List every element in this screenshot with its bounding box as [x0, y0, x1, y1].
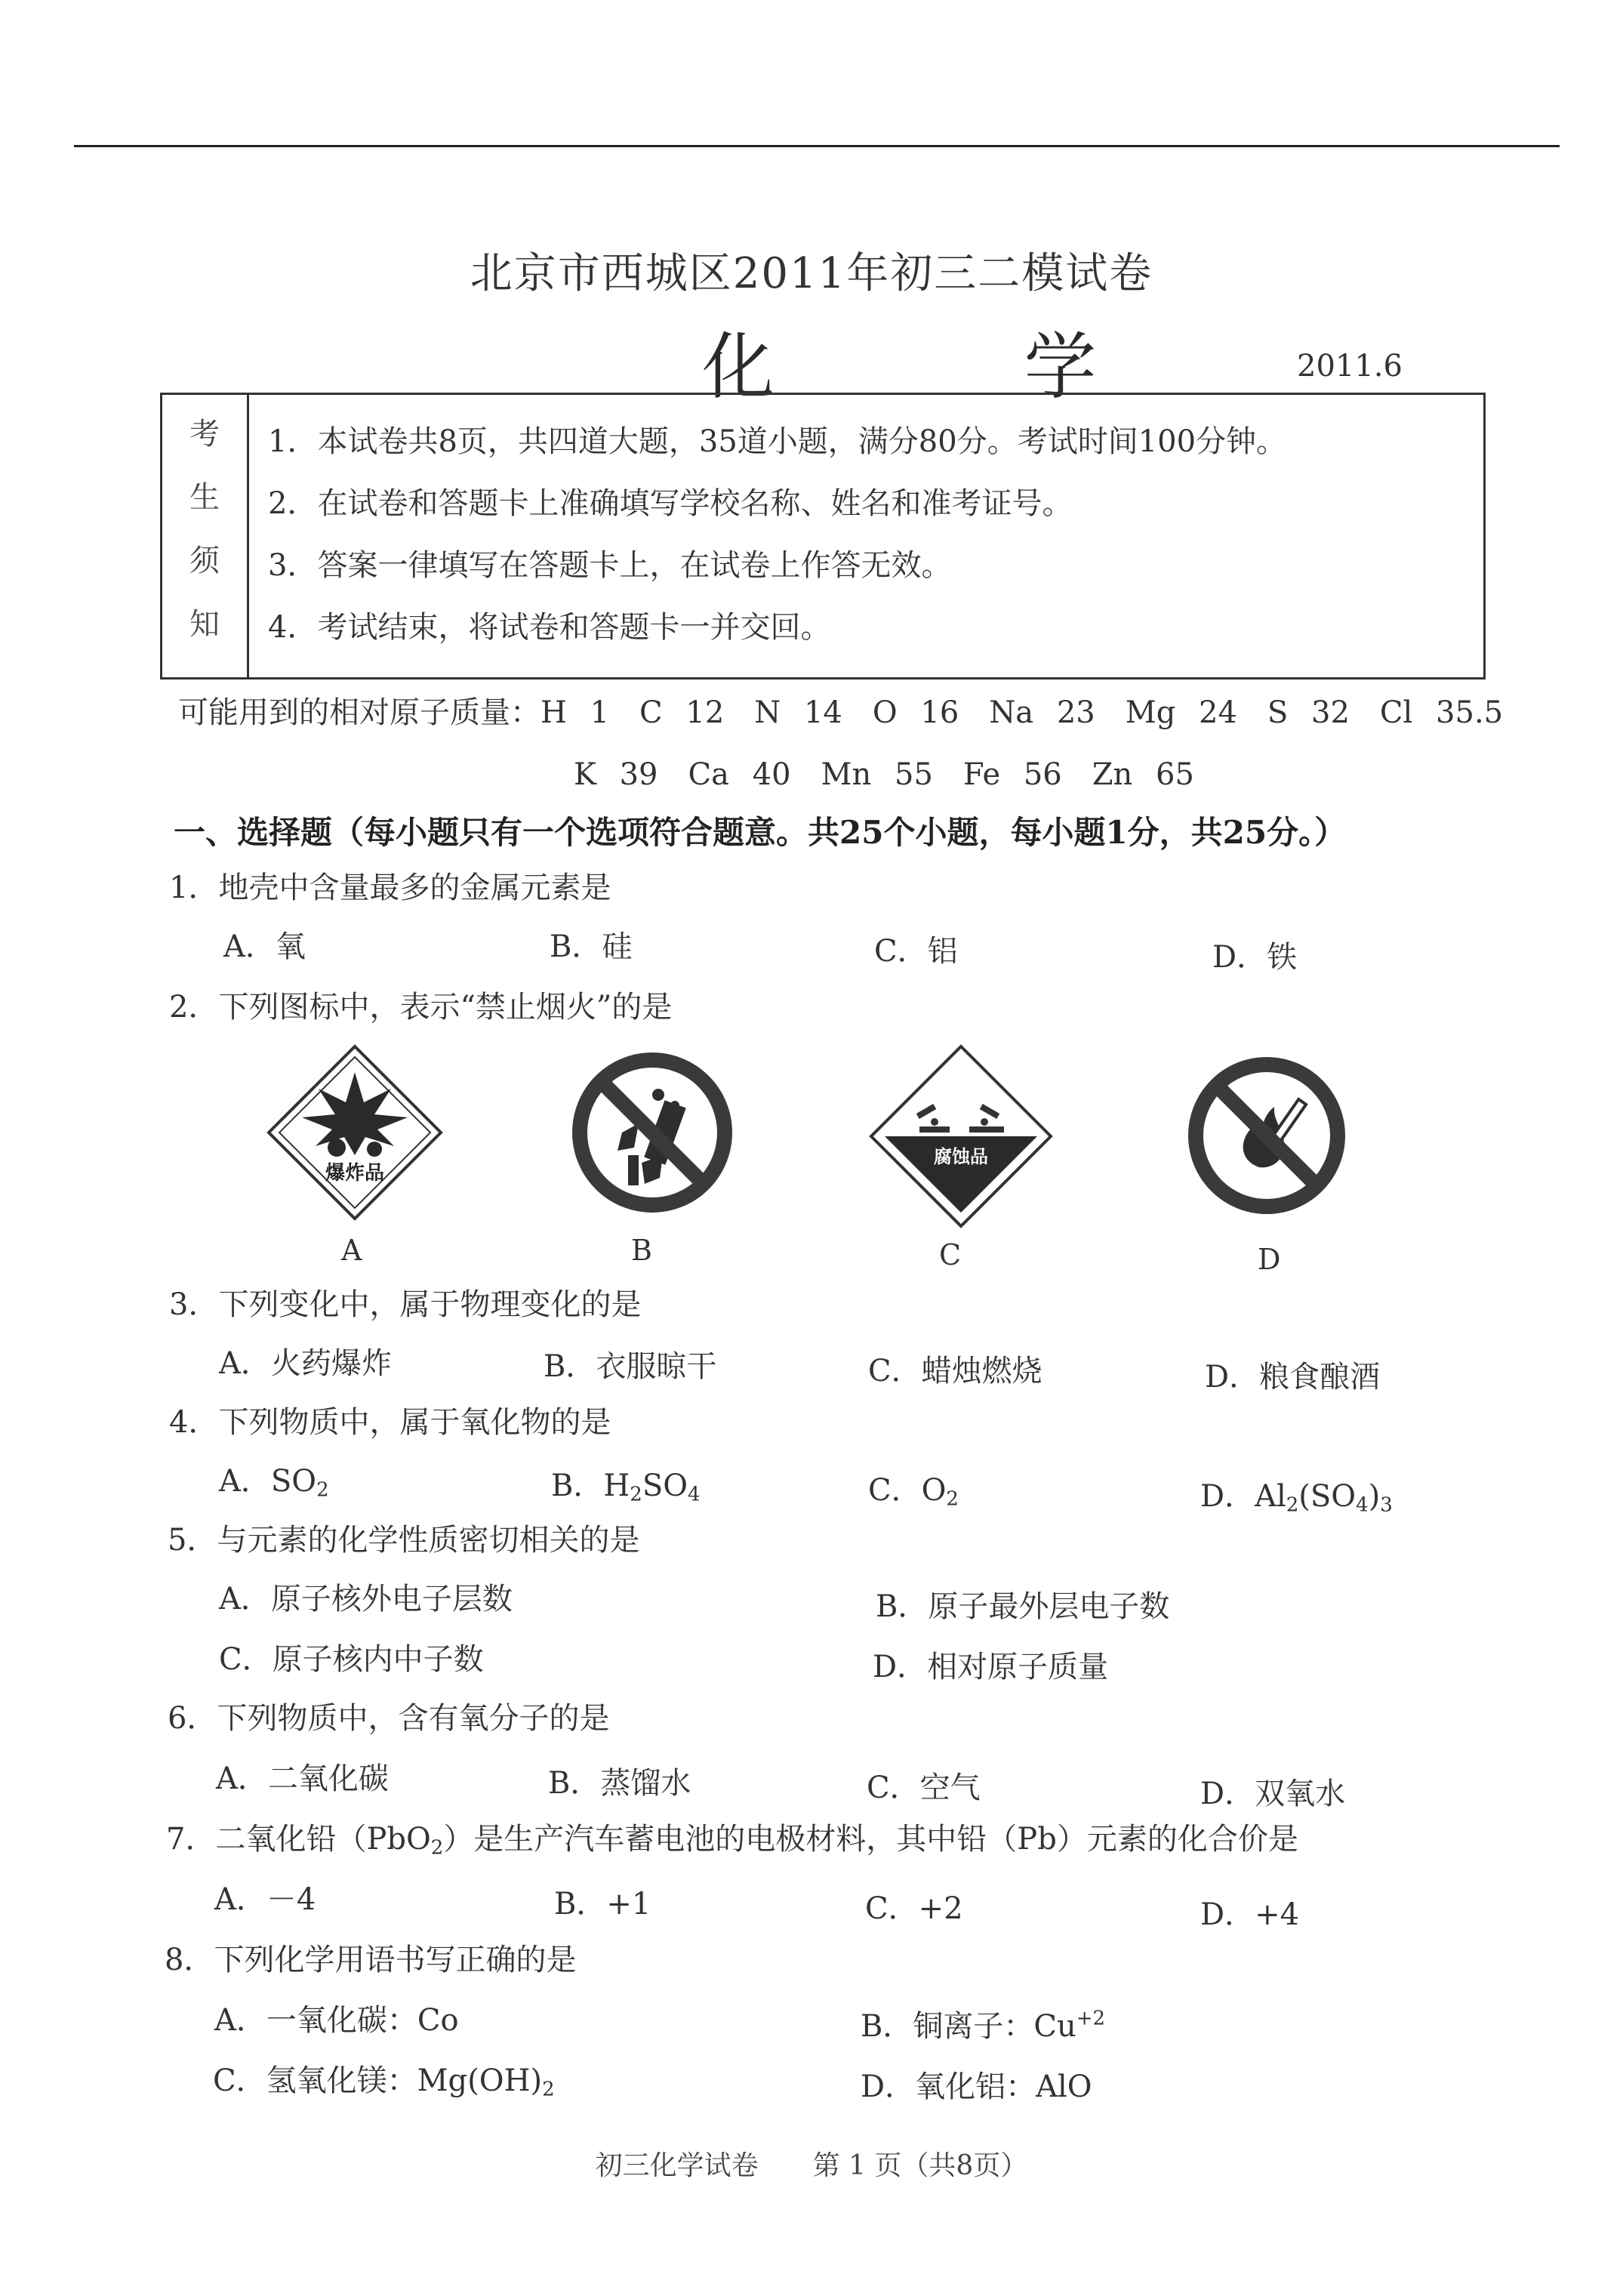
atomic-mass-line-2: K 39 Ca 40 Mn 55 Fe 56 Zn 65 [574, 757, 1194, 792]
q4-option-a [219, 1457, 329, 1502]
q2-option-a: A [341, 1234, 362, 1267]
side-char: 考 [189, 417, 220, 451]
q4-b-subscript: 2 [630, 1483, 642, 1506]
q7-stem-subscript: 2 [430, 1836, 444, 1860]
q6-option-c: C．空气 [867, 1771, 981, 1805]
q4-b-text-mid: SO [642, 1469, 688, 1503]
q1-option-c: C．铝 [874, 934, 958, 969]
q7-stem-post: ）是生产汽车蓄电池的电极材料，其中铅（Pb）元素的化合价是 [443, 1822, 1298, 1857]
q8-b-text: B．铜离子：Cu [861, 2009, 1076, 2044]
q5-option-c: C．原子核内中子数 [219, 1642, 484, 1677]
top-rule [74, 145, 1560, 147]
q1-option-b: B．硅 [550, 929, 633, 964]
explosive-sign-icon [264, 1042, 445, 1223]
q6-option-a: A．二氧化碳 [216, 1761, 389, 1796]
q4-b-subscript: 4 [688, 1483, 701, 1506]
q1-option-a: A．氧 [223, 929, 306, 964]
q5-option-a: A．原子核外电子层数 [219, 1582, 513, 1616]
section-heading: 一、选择题（每小题只有一个选项符合题意。共25个小题，每小题1分，共25分。） [174, 814, 1347, 851]
q6-option-b: B．蒸馏水 [548, 1766, 691, 1801]
exam-date: 2011.6 [1297, 349, 1403, 384]
question-2-stem: 2．下列图标中，表示“禁止烟火”的是 [169, 990, 673, 1025]
corrosive-sign-icon [867, 1042, 1055, 1231]
q1-option-d: D．铁 [1212, 940, 1298, 975]
q8-option-d: D．氧化铝：AlO [861, 2069, 1092, 2104]
q4-option-c [868, 1466, 959, 1511]
q4-option-b [551, 1462, 701, 1506]
atomic-mass-line-1: 可能用到的相对原子质量：H 1 C 12 N 14 O 16 Na 23 Mg 24 S 32 Cl 35.5 [178, 695, 1504, 730]
q6-option-d: D．双氧水 [1200, 1777, 1346, 1811]
q8-b-superscript: +2 [1076, 2007, 1106, 2030]
q3-option-d: D．粮食酿酒 [1205, 1360, 1381, 1395]
page-footer: 初三化学试卷 第 1 页（共8页） [595, 2150, 1028, 2181]
question-6-stem: 6．下列物质中，含有氧分子的是 [168, 1701, 610, 1736]
q5-option-d: D．相对原子质量 [873, 1650, 1109, 1684]
question-4-stem: 4．下列物质中，属于氧化物的是 [169, 1405, 611, 1440]
q7-option-d: D．+4 [1200, 1897, 1300, 1932]
q4-d-text-mid: (SO [1298, 1479, 1357, 1514]
no-open-flame-icon [1185, 1054, 1348, 1217]
q7-option-c: C．+2 [865, 1891, 963, 1926]
no-fireworks-icon [569, 1049, 735, 1216]
q3-option-a: A．火药爆炸 [219, 1346, 392, 1381]
q4-a-subscript: 2 [316, 1478, 329, 1502]
q8-option-a: A．一氧化碳：Co [214, 2003, 459, 2038]
q4-option-d [1200, 1472, 1393, 1517]
notice-line: 2．在试卷和答题卡上准确填写学校名称、姓名和准考证号。 [268, 486, 1073, 521]
q3-option-b: B．衣服晾干 [544, 1349, 717, 1384]
q3-option-c: C．蜡烛燃烧 [868, 1354, 1042, 1388]
notice-line: 3．答案一律填写在答题卡上，在试卷上作答无效。 [268, 548, 952, 583]
q8-option-b [861, 2002, 1105, 2045]
corrosive-sign-label: 腐蚀品 [934, 1146, 988, 1167]
q4-c-subscript: 2 [946, 1487, 959, 1511]
q8-c-text: C．氢氧化镁：Mg(OH) [213, 2063, 543, 2098]
explosive-sign-label: 爆炸品 [325, 1162, 385, 1185]
question-8-stem: 8．下列化学用语书写正确的是 [165, 1943, 577, 1977]
side-char: 知 [189, 607, 220, 642]
q2-option-d: D [1258, 1243, 1281, 1276]
question-3-stem: 3．下列变化中，属于物理变化的是 [169, 1287, 642, 1322]
q4-d-subscript: 3 [1380, 1493, 1393, 1517]
q2-option-c: C [939, 1238, 962, 1271]
q4-d-text-end: ) [1368, 1479, 1381, 1514]
subject-title: 化 学 [702, 325, 1210, 409]
q7-option-b: B．+1 [554, 1887, 651, 1922]
q4-a-text: A．SO [219, 1464, 317, 1499]
q2-option-b: B [631, 1234, 652, 1267]
q4-b-text: B．H [551, 1469, 630, 1503]
q4-d-subscript: 4 [1356, 1493, 1369, 1517]
side-char: 生 [189, 480, 220, 515]
exam-title: 北京市西城区2011年初三二模试卷 [470, 249, 1153, 298]
notice-line: 4．考试结束，将试卷和答题卡一并交回。 [268, 610, 831, 645]
q8-option-c [213, 2057, 555, 2101]
q8-c-subscript: 2 [542, 2078, 555, 2101]
q7-option-a: A．－4 [214, 1882, 316, 1917]
q7-stem-pre: 7．二氧化铅（PbO [166, 1822, 431, 1857]
question-5-stem: 5．与元素的化学性质密切相关的是 [168, 1523, 640, 1558]
q5-option-b: B．原子最外层电子数 [876, 1589, 1170, 1624]
side-char: 须 [189, 544, 220, 578]
question-7-stem [166, 1815, 1298, 1860]
notice-side-label [162, 395, 249, 677]
notice-box [160, 393, 1486, 680]
q4-c-text: C．O [868, 1473, 947, 1508]
question-1-stem: 1．地壳中含量最多的金属元素是 [169, 871, 611, 905]
q4-d-text: D．Al [1200, 1479, 1286, 1514]
notice-line: 1．本试卷共8页，共四道大题，35道小题，满分80分。考试时间100分钟。 [268, 424, 1287, 459]
q4-d-subscript: 2 [1286, 1493, 1299, 1517]
